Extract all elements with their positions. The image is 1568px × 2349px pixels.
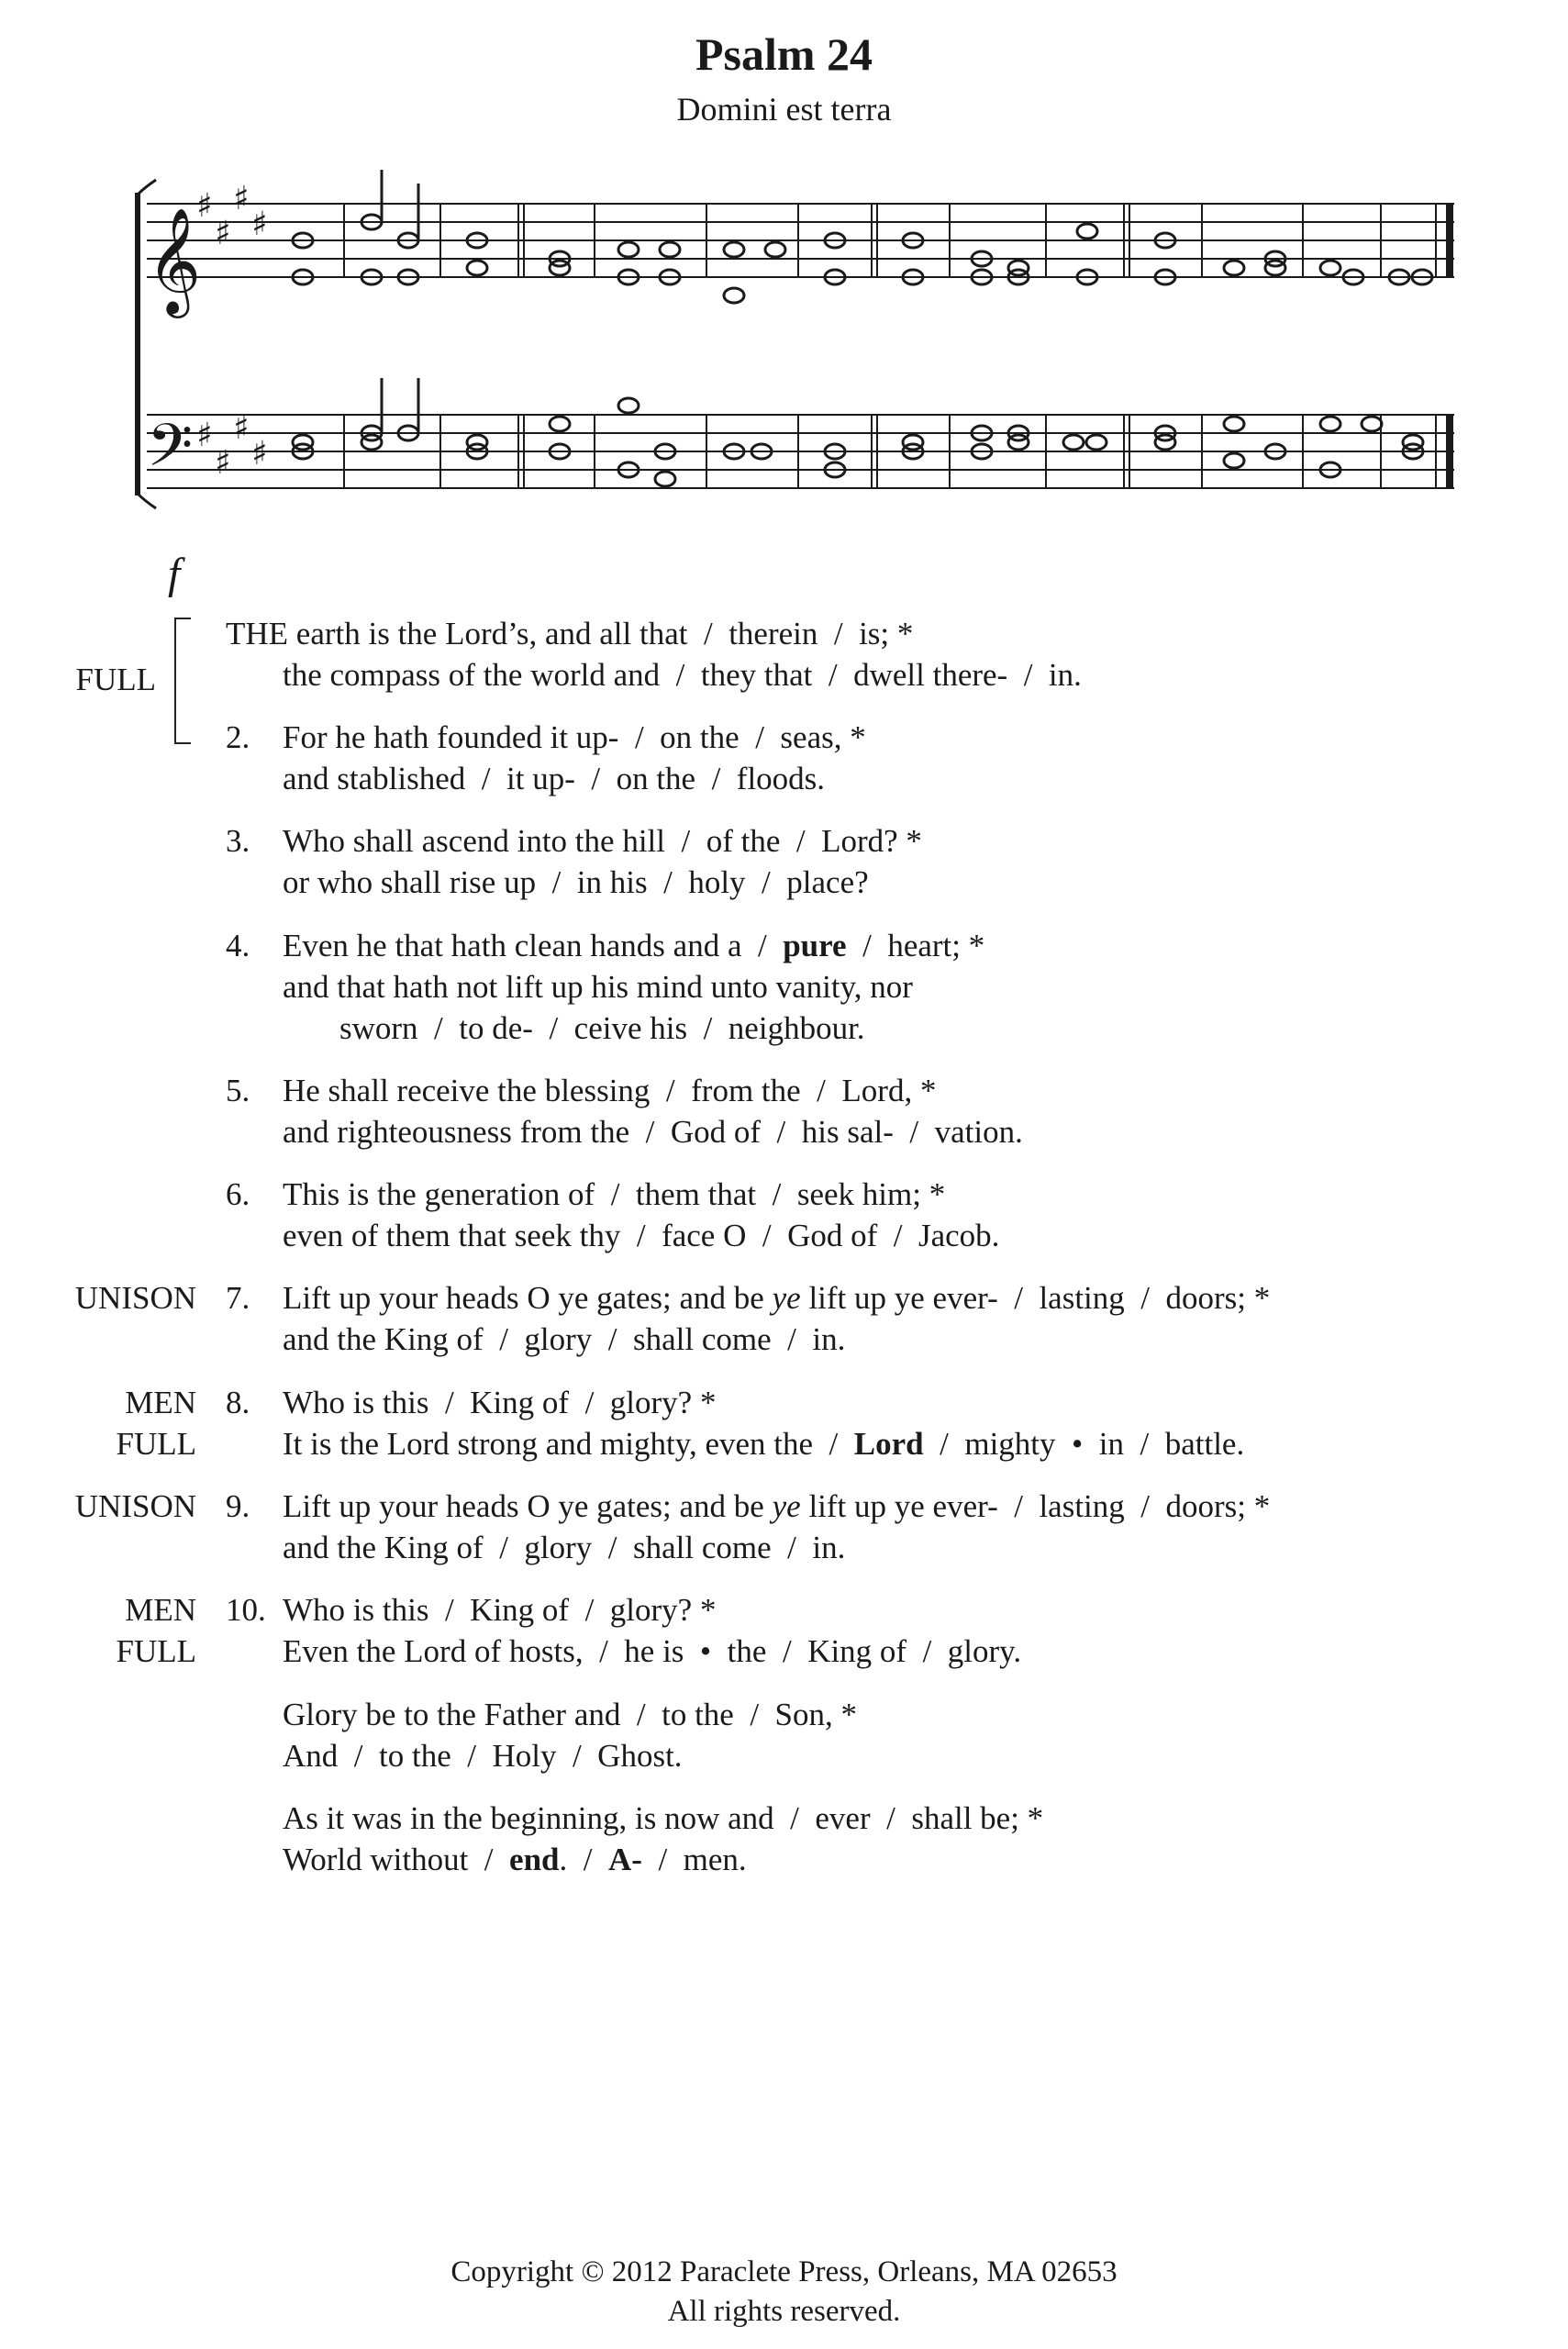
label-men: MEN — [125, 1385, 196, 1420]
svg-text:♯: ♯ — [233, 409, 250, 447]
treble-clef-icon: 𝄞 — [147, 206, 202, 314]
verse-2-line-2: and stablished / it up- / on the / floods. — [283, 761, 826, 796]
bass-staff — [147, 415, 1454, 488]
label-full: FULL — [116, 1633, 196, 1669]
page-subtitle: Domini est terra — [676, 91, 892, 128]
verse-4-line-1: Even he that hath clean hands and a / pure / heart; * — [283, 928, 985, 963]
verse-number: 6. — [226, 1176, 250, 1212]
bass-clef-icon: 𝄢 — [147, 412, 194, 495]
verse-1-line-2: the compass of the world and / they that / dwell there- / in. — [283, 657, 1082, 693]
verse-5-line-2: and righteousness from the / God of / his sal- / vation. — [283, 1114, 1023, 1150]
svg-text:♯: ♯ — [215, 444, 231, 482]
verse-9-line-2: and the King of / glory / shall come / in. — [283, 1530, 846, 1565]
verse-4-line-3: sworn / to de- / ceive his / neighbour. — [339, 1010, 865, 1046]
chant-score — [0, 0, 1568, 551]
svg-text:♯: ♯ — [251, 435, 268, 473]
dynamic-marking: f — [168, 550, 181, 598]
bass-key-signature-icon — [196, 409, 267, 482]
label-full: FULL — [75, 662, 156, 697]
verse-number: 3. — [226, 823, 250, 859]
verse-4-line-2: and that hath not lift up his mind unto vanity, nor — [283, 969, 913, 1005]
label-men: MEN — [125, 1592, 196, 1628]
verse-8-line-1: Who is this / King of / glory? * — [283, 1385, 717, 1420]
verse-number: 7. — [226, 1280, 250, 1316]
verse-number: 2. — [226, 719, 250, 755]
treble-key-signature-icon — [196, 180, 267, 252]
verse-10-line-1: Who is this / King of / glory? * — [283, 1592, 717, 1628]
gloria-line-3: As it was in the beginning, is now and / ever / shall be; * — [283, 1800, 1044, 1836]
svg-text:♯: ♯ — [251, 206, 268, 243]
verse-7-line-1: Lift up your heads O ye gates; and be ye lift up ye ever- / lasting / doors; * — [283, 1280, 1271, 1316]
verse-3-line-2: or who shall rise up / in his / holy / place? — [283, 864, 869, 900]
verse-number: 5. — [226, 1073, 250, 1108]
verse-2-line-1: For he hath founded it up- / on the / seas, * — [283, 719, 866, 755]
verse-5-line-1: He shall receive the blessing / from the / Lord, * — [283, 1073, 937, 1108]
verse-1-line-1: THE earth is the Lord’s, and all that / therein / is; * — [226, 616, 914, 651]
page-title: Psalm 24 — [695, 28, 873, 80]
treble-notes — [293, 170, 1432, 303]
verse-10-line-2: Even the Lord of hosts, / he is • the / King of / glory. — [283, 1633, 1022, 1669]
svg-text:♯: ♯ — [196, 187, 213, 225]
bar-lines — [344, 204, 1450, 488]
label-unison: UNISON — [74, 1280, 196, 1316]
verse-number: 10. — [226, 1592, 266, 1628]
verse-7-line-2: and the King of / glory / shall come / in. — [283, 1321, 846, 1357]
verse-9-line-1: Lift up your heads O ye gates; and be ye lift up ye ever- / lasting / doors; * — [283, 1488, 1271, 1524]
full-bracket — [174, 618, 191, 744]
verse-6-line-1: This is the generation of / them that / seek him; * — [283, 1176, 946, 1212]
treble-staff — [147, 204, 1454, 277]
rights-line: All rights reserved. — [667, 2295, 901, 2328]
gloria-line-4: World without / end. / A- / men. — [283, 1842, 747, 1877]
gloria-line-2: And / to the / Holy / Ghost. — [283, 1738, 683, 1774]
verse-number: 8. — [226, 1385, 250, 1420]
verse-8-line-2: It is the Lord strong and mighty, even the / Lord / mighty • in / battle. — [283, 1426, 1245, 1462]
gloria-line-1: Glory be to the Father and / to the / Son, * — [283, 1697, 858, 1732]
verse-6-line-2: even of them that seek thy / face O / God of / Jacob. — [283, 1218, 1000, 1253]
svg-text:♯: ♯ — [196, 417, 213, 454]
svg-text:♯: ♯ — [215, 215, 231, 252]
verse-number: 9. — [226, 1488, 250, 1524]
copyright-line: Copyright © 2012 Paraclete Press, Orleans, MA 02653 — [450, 2255, 1118, 2288]
label-unison: UNISON — [74, 1488, 196, 1524]
verse-number: 4. — [226, 928, 250, 963]
label-full: FULL — [116, 1426, 196, 1462]
verse-3-line-1: Who shall ascend into the hill / of the / Lord? * — [283, 823, 922, 859]
svg-text:♯: ♯ — [233, 180, 250, 217]
